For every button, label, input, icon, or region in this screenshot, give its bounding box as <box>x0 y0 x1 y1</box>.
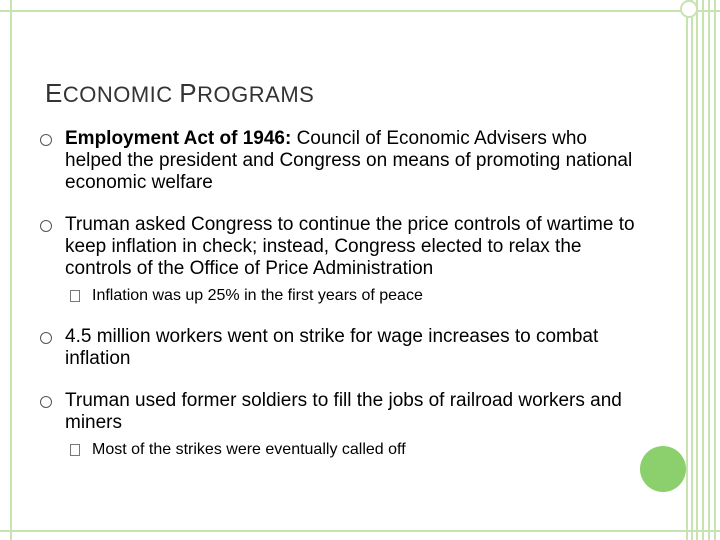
slide-title <box>45 78 314 109</box>
frame-line-right <box>696 0 698 540</box>
title-part: CONOMIC <box>62 82 180 107</box>
title-initial: P <box>179 78 198 108</box>
sub-bullet-square-icon <box>70 290 80 302</box>
bullet-list <box>40 128 640 460</box>
bullet-circle-icon <box>40 396 52 408</box>
bullet-bold-text: Employment Act of 1946: <box>65 128 292 149</box>
bullet-item <box>40 326 640 370</box>
frame-line-right <box>708 0 710 540</box>
bullet-item <box>40 214 640 280</box>
sub-bullet-text: Most of the strikes were eventually called off <box>92 441 406 458</box>
title-part: ROGRAMS <box>197 82 315 107</box>
frame-line-bottom <box>0 530 720 532</box>
bullet-text: 4.5 million workers went on strike for wage increases to combat inflation <box>65 326 599 369</box>
sub-bullet-text: Inflation was up 25% in the first years of peace <box>92 287 423 304</box>
decorative-circle-green <box>640 446 686 492</box>
bullet-text: Council of Economic Advisers who helped the president and Congress on means of promoting national economic welfare <box>65 128 633 193</box>
bullet-circle-icon <box>40 220 52 232</box>
bullet-circle-icon <box>40 332 52 344</box>
frame-line-right <box>686 0 688 540</box>
frame-line-right <box>702 0 704 540</box>
frame-line-right <box>691 0 693 540</box>
bullet-item <box>40 390 640 434</box>
decorative-circle-small <box>680 0 698 18</box>
bullet-item <box>40 128 640 194</box>
bullet-text: Truman asked Congress to continue the price controls of wartime to keep inflation in check; instead, Congress elected to relax the controls of the Office of Price Administration <box>65 214 635 279</box>
bullet-circle-icon <box>40 134 52 146</box>
sub-bullet-item <box>40 440 640 460</box>
title-initial: E <box>45 78 63 108</box>
frame-line-top <box>0 10 720 12</box>
bullet-text: Truman used former soldiers to fill the jobs of railroad workers and miners <box>65 390 622 433</box>
frame-line-right <box>714 0 716 540</box>
sub-bullet-square-icon <box>70 444 80 456</box>
sub-bullet-item <box>40 286 640 306</box>
frame-line-left <box>10 0 12 540</box>
